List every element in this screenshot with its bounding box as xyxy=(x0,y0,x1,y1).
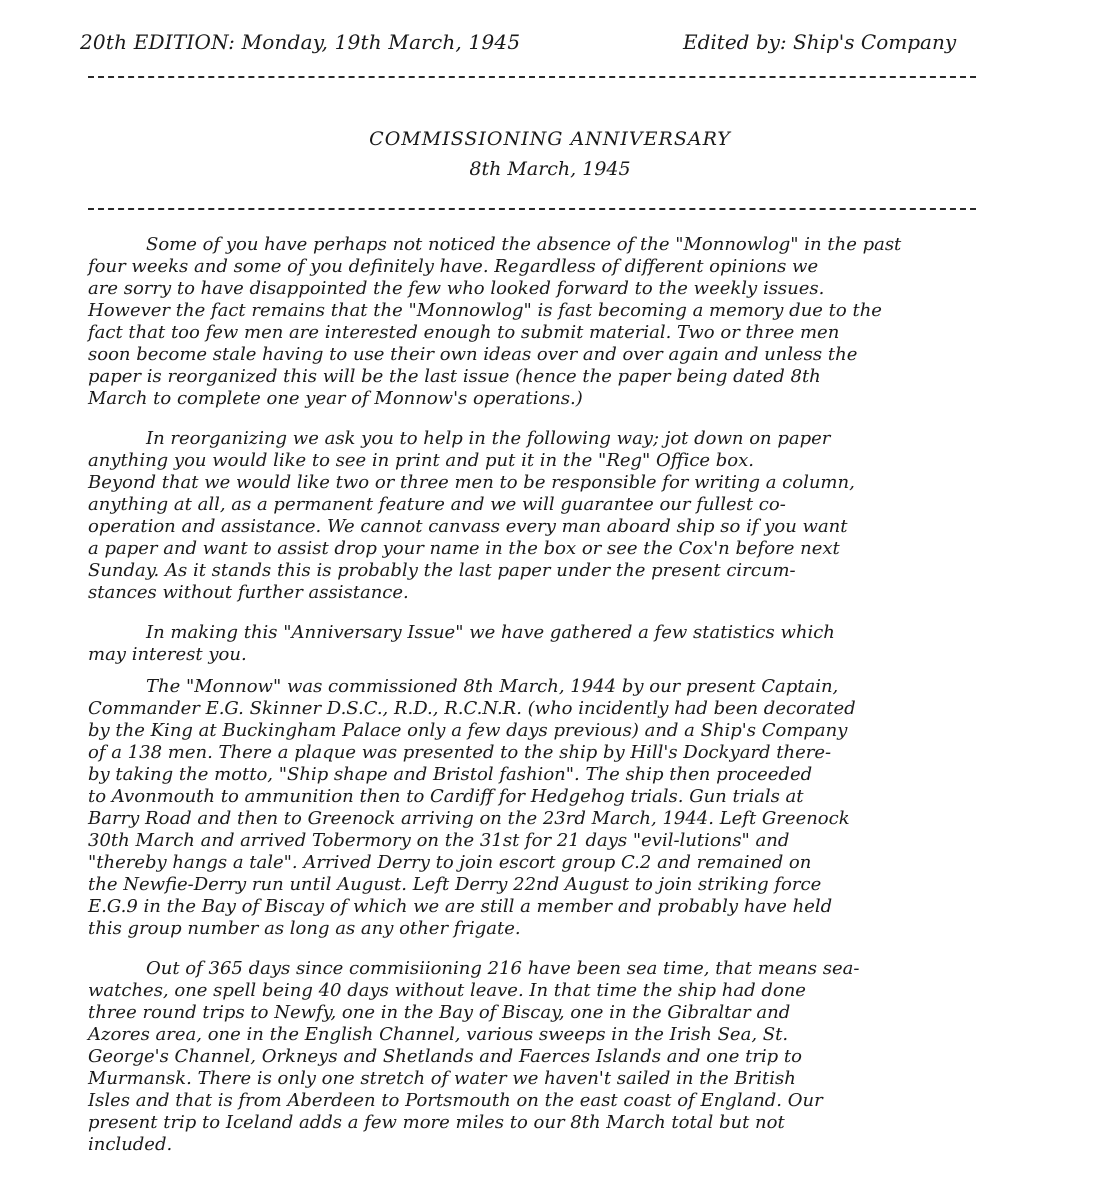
text-line: In reorganizing we ask you to help in the following way; jot down on paper xyxy=(146,428,831,449)
text-line: anything at all, as a permanent feature and we will guarantee our fullest co- xyxy=(88,494,786,515)
text-line: of a 138 men. There a plaque was presented to the ship by Hill's Dockyard there- xyxy=(88,742,832,763)
text-line: George's Channel, Orkneys and Shetlands and Faerces Islands and one trip to xyxy=(88,1046,802,1067)
text-line: Commander E.G. Skinner D.S.C., R.D., R.C.N.R. (who incidently had been decorated xyxy=(88,698,856,719)
text-line: present trip to Iceland adds a few more miles to our 8th March total but not xyxy=(88,1112,785,1133)
edition-line: 20th EDITION: Monday, 19th March, 1945 xyxy=(80,30,521,54)
text-line: anything you would like to see in print and put it in the "Reg" Office box. xyxy=(88,450,755,471)
text-line: E.G.9 in the Bay of Biscay of which we are still a member and probably have held xyxy=(88,896,833,917)
text-line: Isles and that is from Aberdeen to Portsmouth on the east coast of England. Our xyxy=(88,1090,823,1111)
text-line: by the King at Buckingham Palace only a few days previous) and a Ship's Company xyxy=(88,720,848,741)
document-date: 8th March, 1945 xyxy=(469,158,631,180)
text-line: March to complete one year of Monnow's operations.) xyxy=(88,388,583,409)
paragraph-sea-time xyxy=(88,958,1008,1156)
paragraph-commissioning-history xyxy=(88,676,1008,940)
document-title: COMMISSIONING ANNIVERSARY xyxy=(369,128,731,150)
text-line: three round trips to Newfy, one in the Bay of Biscay, one in the Gibraltar and xyxy=(88,1002,791,1023)
text-line: are sorry to have disappointed the few who looked forward to the weekly issues. xyxy=(88,278,825,299)
text-line: this group number as long as any other frigate. xyxy=(88,918,521,939)
text-line: to Avonmouth to ammunition then to Cardiff for Hedgehog trials. Gun trials at xyxy=(88,786,804,807)
text-line: may interest you. xyxy=(88,644,247,665)
paragraph-intro xyxy=(88,234,1008,410)
text-line: 30th March and arrived Tobermory on the 31st for 21 days "evil-lutions" and xyxy=(88,830,790,851)
paragraph-reorganizing xyxy=(88,428,1008,604)
text-line: Murmansk. There is only one stretch of water we haven't sailed in the British xyxy=(88,1068,796,1089)
text-line: by taking the motto, "Ship shape and Bristol fashion". The ship then proceeded xyxy=(88,764,813,785)
editor-line: Edited by: Ship's Company xyxy=(683,30,957,54)
text-line: Some of you have perhaps not noticed the absence of the "Monnowlog" in the past xyxy=(146,234,902,255)
text-line: Beyond that we would like two or three men to be responsible for writing a column, xyxy=(88,472,855,493)
dashed-divider-top xyxy=(88,76,976,78)
text-line: Sunday. As it stands this is probably the last paper under the present circum- xyxy=(88,560,796,581)
text-line: four weeks and some of you definitely have. Regardless of different opinions we xyxy=(88,256,819,277)
text-line: Azores area, one in the English Channel, various sweeps in the Irish Sea, St. xyxy=(88,1024,789,1045)
paragraph-anniversary-issue xyxy=(88,622,1008,666)
text-line: operation and assistance. We cannot canvass every man aboard ship so if you want xyxy=(88,516,848,537)
text-line: "thereby hangs a tale". Arrived Derry to join escort group C.2 and remained on xyxy=(88,852,812,873)
text-line: soon become stale having to use their own ideas over and over again and unless the xyxy=(88,344,858,365)
dashed-divider-bottom xyxy=(88,208,976,210)
text-line: However the fact remains that the "Monnowlog" is fast becoming a memory due to the xyxy=(88,300,882,321)
text-line: the Newfie-Derry run until August. Left Derry 22nd August to join striking force xyxy=(88,874,822,895)
text-line: Out of 365 days since commisiioning 216 have been sea time, that means sea- xyxy=(146,958,860,979)
text-line: a paper and want to assist drop your name in the box or see the Cox'n before next xyxy=(88,538,840,559)
text-line: watches, one spell being 40 days without leave. In that time the ship had done xyxy=(88,980,806,1001)
text-line: In making this "Anniversary Issue" we have gathered a few statistics which xyxy=(146,622,835,643)
text-line: included. xyxy=(88,1134,173,1155)
text-line: Barry Road and then to Greenock arriving on the 23rd March, 1944. Left Greenock xyxy=(88,808,850,829)
text-line: The "Monnow" was commissioned 8th March, 1944 by our present Captain, xyxy=(146,676,839,697)
text-line: stances without further assistance. xyxy=(88,582,409,603)
text-line: fact that too few men are interested enough to submit material. Two or three men xyxy=(88,322,840,343)
text-line: paper is reorganized this will be the last issue (hence the paper being dated 8th xyxy=(88,366,821,387)
